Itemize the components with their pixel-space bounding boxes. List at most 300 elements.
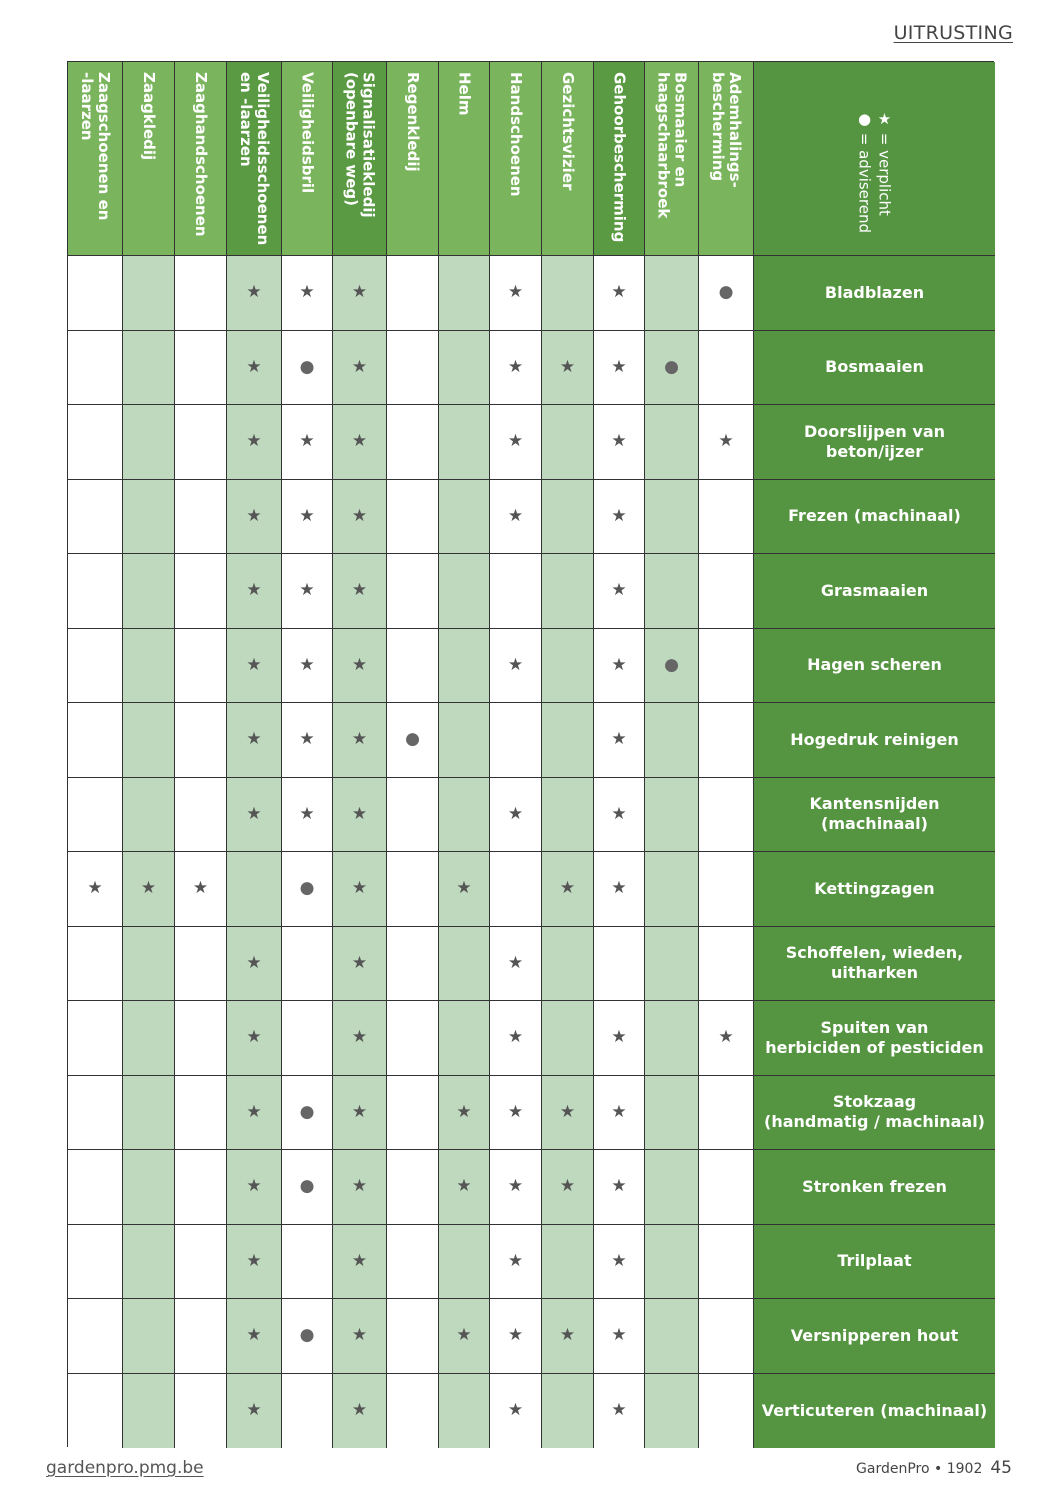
table-cell xyxy=(699,256,754,331)
star-icon: ★ xyxy=(351,431,368,452)
table-cell xyxy=(175,405,227,480)
table-cell xyxy=(439,480,490,555)
table-cell xyxy=(333,405,387,480)
table-cell xyxy=(594,927,645,1002)
column-header xyxy=(123,62,175,256)
equipment-table xyxy=(67,61,994,1447)
star-icon: ★ xyxy=(351,952,368,973)
table-cell xyxy=(542,1076,594,1151)
star-icon: ★ xyxy=(559,356,576,377)
column-header xyxy=(439,62,490,256)
table-cell xyxy=(645,1076,699,1151)
table-cell xyxy=(282,1076,333,1151)
table-cell xyxy=(333,480,387,555)
legend-text xyxy=(855,110,895,233)
column-header-label: Helm xyxy=(455,72,474,116)
table-cell xyxy=(123,480,175,555)
table-cell xyxy=(333,1150,387,1225)
table-cell xyxy=(175,927,227,1002)
table-cell xyxy=(227,1150,282,1225)
task-label: Verticuteren (machinaal) xyxy=(754,1374,995,1449)
star-icon: ★ xyxy=(611,1027,627,1048)
table-cell xyxy=(387,480,439,555)
column-header xyxy=(175,62,227,256)
star-icon: ★ xyxy=(246,282,262,303)
star-icon: ★ xyxy=(507,505,524,526)
table-cell xyxy=(123,1225,175,1300)
table-cell xyxy=(68,629,123,704)
dot-icon: ● xyxy=(299,878,315,899)
table-cell xyxy=(227,778,282,853)
column-header-label: Zaagkledij xyxy=(140,72,158,161)
table-cell xyxy=(387,1150,439,1225)
star-icon: ★ xyxy=(507,1176,524,1197)
table-cell xyxy=(645,1299,699,1374)
table-cell xyxy=(387,1374,439,1449)
table-cell xyxy=(490,927,542,1002)
star-icon: ★ xyxy=(351,1250,368,1271)
table-cell xyxy=(490,852,542,927)
table-cell xyxy=(387,554,439,629)
star-icon: ★ xyxy=(140,878,157,899)
table-cell xyxy=(542,778,594,853)
star-icon: ★ xyxy=(507,282,524,303)
table-cell xyxy=(282,256,333,331)
table-cell xyxy=(387,1299,439,1374)
star-icon: ★ xyxy=(456,1176,472,1197)
star-icon: ★ xyxy=(718,431,734,452)
star-icon: ★ xyxy=(246,1400,262,1421)
column-header-label: Gezichtsvizier xyxy=(559,72,577,191)
table-cell xyxy=(282,1225,333,1300)
table-cell xyxy=(282,778,333,853)
table-cell xyxy=(282,1374,333,1449)
column-header xyxy=(490,62,542,256)
dot-icon: ● xyxy=(664,654,679,675)
table-cell xyxy=(490,1001,542,1076)
table-cell xyxy=(542,331,594,406)
star-icon: ★ xyxy=(351,1101,368,1122)
table-cell xyxy=(282,1299,333,1374)
table-cell xyxy=(68,405,123,480)
star-icon: ★ xyxy=(456,1325,472,1346)
table-cell xyxy=(594,703,645,778)
table-cell xyxy=(175,703,227,778)
table-cell xyxy=(594,629,645,704)
star-icon: ★ xyxy=(192,878,209,899)
table-cell xyxy=(699,405,754,480)
column-header-label: Veiligheidsbril xyxy=(298,72,317,194)
star-icon: ★ xyxy=(246,1325,262,1346)
star-icon: ★ xyxy=(351,580,368,601)
star-icon: ★ xyxy=(351,654,368,675)
column-header-label: Ademhalings- bescherming xyxy=(709,72,744,188)
table-cell xyxy=(699,1299,754,1374)
table-cell xyxy=(387,331,439,406)
star-icon: ★ xyxy=(559,1101,576,1122)
star-icon: ★ xyxy=(507,803,524,824)
table-cell xyxy=(594,480,645,555)
table-cell xyxy=(645,927,699,1002)
table-cell xyxy=(699,554,754,629)
table-cell xyxy=(175,256,227,331)
table-cell xyxy=(333,927,387,1002)
table-cell xyxy=(439,629,490,704)
table-cell xyxy=(645,1150,699,1225)
table-cell xyxy=(123,256,175,331)
task-label: Stronken frezen xyxy=(754,1150,995,1225)
table-cell xyxy=(333,852,387,927)
table-cell xyxy=(175,331,227,406)
table-cell xyxy=(333,1299,387,1374)
star-icon: ★ xyxy=(507,356,524,377)
table-cell xyxy=(333,1225,387,1300)
task-label: Frezen (machinaal) xyxy=(754,480,995,555)
column-header-label: Signalisatiekledij (openbare weg) xyxy=(342,72,378,218)
star-icon: ★ xyxy=(611,1101,627,1122)
star-icon: ★ xyxy=(456,1101,472,1122)
task-label: Spuiten van herbiciden of pesticiden xyxy=(754,1001,995,1076)
column-header-label: Veiligheidsschoenen en -laarzen xyxy=(237,72,272,246)
table-cell xyxy=(439,1076,490,1151)
star-icon: ★ xyxy=(351,282,368,303)
table-cell xyxy=(333,554,387,629)
table-cell xyxy=(490,1150,542,1225)
table-cell xyxy=(387,927,439,1002)
star-icon: ★ xyxy=(87,878,103,899)
table-cell xyxy=(282,852,333,927)
column-header xyxy=(282,62,333,256)
table-cell xyxy=(699,331,754,406)
table-cell xyxy=(68,1225,123,1300)
table-cell xyxy=(490,1225,542,1300)
table-cell xyxy=(123,405,175,480)
star-icon: ★ xyxy=(246,1176,262,1197)
table-cell xyxy=(699,703,754,778)
table-cell xyxy=(542,1225,594,1300)
table-cell xyxy=(227,1225,282,1300)
table-cell xyxy=(68,1076,123,1151)
table-cell xyxy=(594,1076,645,1151)
star-icon: ★ xyxy=(351,729,368,750)
table-cell xyxy=(542,927,594,1002)
table-cell xyxy=(123,1150,175,1225)
table-cell xyxy=(594,405,645,480)
table-cell xyxy=(387,1001,439,1076)
star-icon: ★ xyxy=(299,729,315,750)
table-cell xyxy=(439,1001,490,1076)
column-header xyxy=(227,62,282,256)
star-icon: ★ xyxy=(246,505,262,526)
table-cell xyxy=(123,1076,175,1151)
star-icon: ★ xyxy=(559,878,576,899)
table-cell xyxy=(227,1076,282,1151)
table-cell xyxy=(439,852,490,927)
column-header-label: Bosmaaier en haagschaarbroek xyxy=(654,72,690,219)
star-icon: ★ xyxy=(246,1101,262,1122)
table-cell xyxy=(175,1150,227,1225)
star-icon: ★ xyxy=(351,1325,368,1346)
star-icon: ★ xyxy=(507,1250,524,1271)
star-icon: ★ xyxy=(299,803,315,824)
table-cell xyxy=(68,778,123,853)
table-cell xyxy=(542,703,594,778)
task-label: Bladblazen xyxy=(754,256,995,331)
table-cell xyxy=(333,1076,387,1151)
table-cell xyxy=(175,852,227,927)
table-cell xyxy=(227,629,282,704)
table-cell xyxy=(68,554,123,629)
star-icon: ★ xyxy=(351,505,368,526)
publication-label: GardenPro • 1902 xyxy=(856,1461,983,1477)
table-cell xyxy=(282,1150,333,1225)
task-label: Stokzaag (handmatig / machinaal) xyxy=(754,1076,995,1151)
column-header xyxy=(645,62,699,256)
table-cell xyxy=(282,554,333,629)
table-cell xyxy=(227,405,282,480)
table-cell xyxy=(333,331,387,406)
task-label: Versnipperen hout xyxy=(754,1299,995,1374)
table-cell xyxy=(542,852,594,927)
table-cell xyxy=(175,1374,227,1449)
star-icon: ★ xyxy=(246,580,262,601)
table-cell xyxy=(123,629,175,704)
table-cell xyxy=(699,852,754,927)
table-cell xyxy=(594,331,645,406)
dot-icon: ● xyxy=(664,356,679,377)
table-cell xyxy=(123,331,175,406)
star-icon: ★ xyxy=(246,952,262,973)
dot-icon: ● xyxy=(299,1325,315,1346)
star-icon: ★ xyxy=(456,878,472,899)
table-cell xyxy=(68,703,123,778)
table-cell xyxy=(175,554,227,629)
table-cell xyxy=(227,1299,282,1374)
table-cell xyxy=(282,927,333,1002)
table-cell xyxy=(68,927,123,1002)
table-cell xyxy=(594,1225,645,1300)
table-cell xyxy=(387,703,439,778)
task-label: Kantensnijden (machinaal) xyxy=(754,778,995,853)
table-cell xyxy=(542,405,594,480)
star-icon: ★ xyxy=(246,356,262,377)
column-header xyxy=(387,62,439,256)
star-icon: ★ xyxy=(299,580,315,601)
table-cell xyxy=(645,1374,699,1449)
table-cell xyxy=(123,1374,175,1449)
table-cell xyxy=(594,1001,645,1076)
table-cell xyxy=(594,1150,645,1225)
star-icon: ★ xyxy=(611,1250,627,1271)
star-icon: ★ xyxy=(507,654,524,675)
table-cell xyxy=(175,1076,227,1151)
table-cell xyxy=(594,256,645,331)
table-cell xyxy=(645,331,699,406)
star-icon: ★ xyxy=(351,1176,368,1197)
table-cell xyxy=(490,405,542,480)
table-cell xyxy=(645,405,699,480)
table-cell xyxy=(68,1150,123,1225)
table-cell xyxy=(490,256,542,331)
table-cell xyxy=(645,256,699,331)
table-cell xyxy=(542,1374,594,1449)
table-cell xyxy=(227,703,282,778)
table-cell xyxy=(439,554,490,629)
table-cell xyxy=(282,331,333,406)
dot-icon: ● xyxy=(299,356,315,377)
table-cell xyxy=(387,1225,439,1300)
table-cell xyxy=(699,1225,754,1300)
table-cell xyxy=(439,1150,490,1225)
star-icon: ★ xyxy=(299,505,315,526)
column-header-label: Zaaghandschoenen xyxy=(192,72,210,237)
table-cell xyxy=(227,852,282,927)
star-icon: ★ xyxy=(611,1325,627,1346)
star-icon: ★ xyxy=(351,1027,368,1048)
table-cell xyxy=(227,1001,282,1076)
table-cell xyxy=(227,1374,282,1449)
table-cell xyxy=(68,1001,123,1076)
table-cell xyxy=(227,256,282,331)
task-label: Hagen scheren xyxy=(754,629,995,704)
table-cell xyxy=(490,331,542,406)
table-cell xyxy=(490,480,542,555)
star-icon: ★ xyxy=(299,431,315,452)
table-cell xyxy=(123,554,175,629)
star-icon: ★ xyxy=(299,654,315,675)
legend-verplicht: ★ = verplicht xyxy=(875,110,894,216)
table-cell xyxy=(439,1225,490,1300)
table-cell xyxy=(333,778,387,853)
table-cell xyxy=(439,703,490,778)
task-label: Trilplaat xyxy=(754,1225,995,1300)
table-cell xyxy=(439,1374,490,1449)
table-cell xyxy=(282,629,333,704)
table-cell xyxy=(645,852,699,927)
star-icon: ★ xyxy=(611,356,627,377)
star-icon: ★ xyxy=(611,878,627,899)
column-header-label: Zaagschoenen en -laarzen xyxy=(78,72,113,221)
table-cell xyxy=(68,1374,123,1449)
dot-icon: ● xyxy=(299,1101,315,1122)
table-cell xyxy=(490,1076,542,1151)
table-cell xyxy=(542,629,594,704)
legend-adviserend: ● = adviserend xyxy=(855,110,874,233)
star-icon: ★ xyxy=(246,654,262,675)
table-cell xyxy=(68,480,123,555)
table-cell xyxy=(490,554,542,629)
table-cell xyxy=(490,703,542,778)
task-label: Schoffelen, wieden, uitharken xyxy=(754,927,995,1002)
table-cell xyxy=(490,1374,542,1449)
table-cell xyxy=(699,1001,754,1076)
star-icon: ★ xyxy=(611,505,627,526)
table-cell xyxy=(490,778,542,853)
star-icon: ★ xyxy=(351,878,368,899)
star-icon: ★ xyxy=(611,654,627,675)
table-cell xyxy=(123,703,175,778)
table-cell xyxy=(333,629,387,704)
section-title: UITRUSTING xyxy=(893,22,1013,44)
dot-icon: ● xyxy=(718,282,734,303)
star-icon: ★ xyxy=(611,580,627,601)
table-cell xyxy=(175,1225,227,1300)
star-icon: ★ xyxy=(351,803,368,824)
table-cell xyxy=(68,256,123,331)
table-cell xyxy=(439,927,490,1002)
table-cell xyxy=(175,1299,227,1374)
star-icon: ★ xyxy=(559,1176,576,1197)
footer-publication xyxy=(856,1458,1012,1478)
star-icon: ★ xyxy=(351,1400,368,1421)
table-cell xyxy=(175,1001,227,1076)
column-header xyxy=(699,62,754,256)
table-cell xyxy=(645,480,699,555)
table-cell xyxy=(439,256,490,331)
table-cell xyxy=(542,1299,594,1374)
table-cell xyxy=(387,852,439,927)
star-icon: ★ xyxy=(351,356,368,377)
table-cell xyxy=(645,703,699,778)
table-cell xyxy=(439,1299,490,1374)
table-cell xyxy=(387,256,439,331)
table-cell xyxy=(699,1150,754,1225)
table-cell xyxy=(175,778,227,853)
dot-icon: ● xyxy=(299,1176,315,1197)
table-cell xyxy=(594,1374,645,1449)
website-link[interactable]: gardenpro.pmg.be xyxy=(46,1458,204,1478)
star-icon: ★ xyxy=(507,1325,524,1346)
task-label: Kettingzagen xyxy=(754,852,995,927)
star-icon: ★ xyxy=(246,1027,262,1048)
star-icon: ★ xyxy=(611,729,627,750)
star-icon: ★ xyxy=(718,1027,734,1048)
column-header xyxy=(594,62,645,256)
table-cell xyxy=(68,331,123,406)
table-cell xyxy=(227,331,282,406)
star-icon: ★ xyxy=(507,952,524,973)
table-cell xyxy=(439,331,490,406)
table-cell xyxy=(645,554,699,629)
star-icon: ★ xyxy=(246,803,262,824)
table-cell xyxy=(227,927,282,1002)
star-icon: ★ xyxy=(611,1176,627,1197)
star-icon: ★ xyxy=(246,729,262,750)
star-icon: ★ xyxy=(611,431,627,452)
star-icon: ★ xyxy=(246,1250,262,1271)
table-cell xyxy=(542,554,594,629)
table-cell xyxy=(542,480,594,555)
table-cell xyxy=(333,1001,387,1076)
task-label: Bosmaaien xyxy=(754,331,995,406)
star-icon: ★ xyxy=(299,282,315,303)
table-cell xyxy=(387,629,439,704)
table-cell xyxy=(123,1001,175,1076)
table-cell xyxy=(227,554,282,629)
table-cell xyxy=(594,1299,645,1374)
table-cell xyxy=(387,778,439,853)
table-cell xyxy=(699,778,754,853)
star-icon: ★ xyxy=(507,1400,524,1421)
star-icon: ★ xyxy=(611,803,627,824)
task-label: Hogedruk reinigen xyxy=(754,703,995,778)
table-cell xyxy=(333,703,387,778)
star-icon: ★ xyxy=(246,431,262,452)
table-cell xyxy=(645,778,699,853)
page-number: 45 xyxy=(990,1458,1012,1478)
table-cell xyxy=(439,778,490,853)
column-header-label: Handschoenen xyxy=(507,72,525,197)
